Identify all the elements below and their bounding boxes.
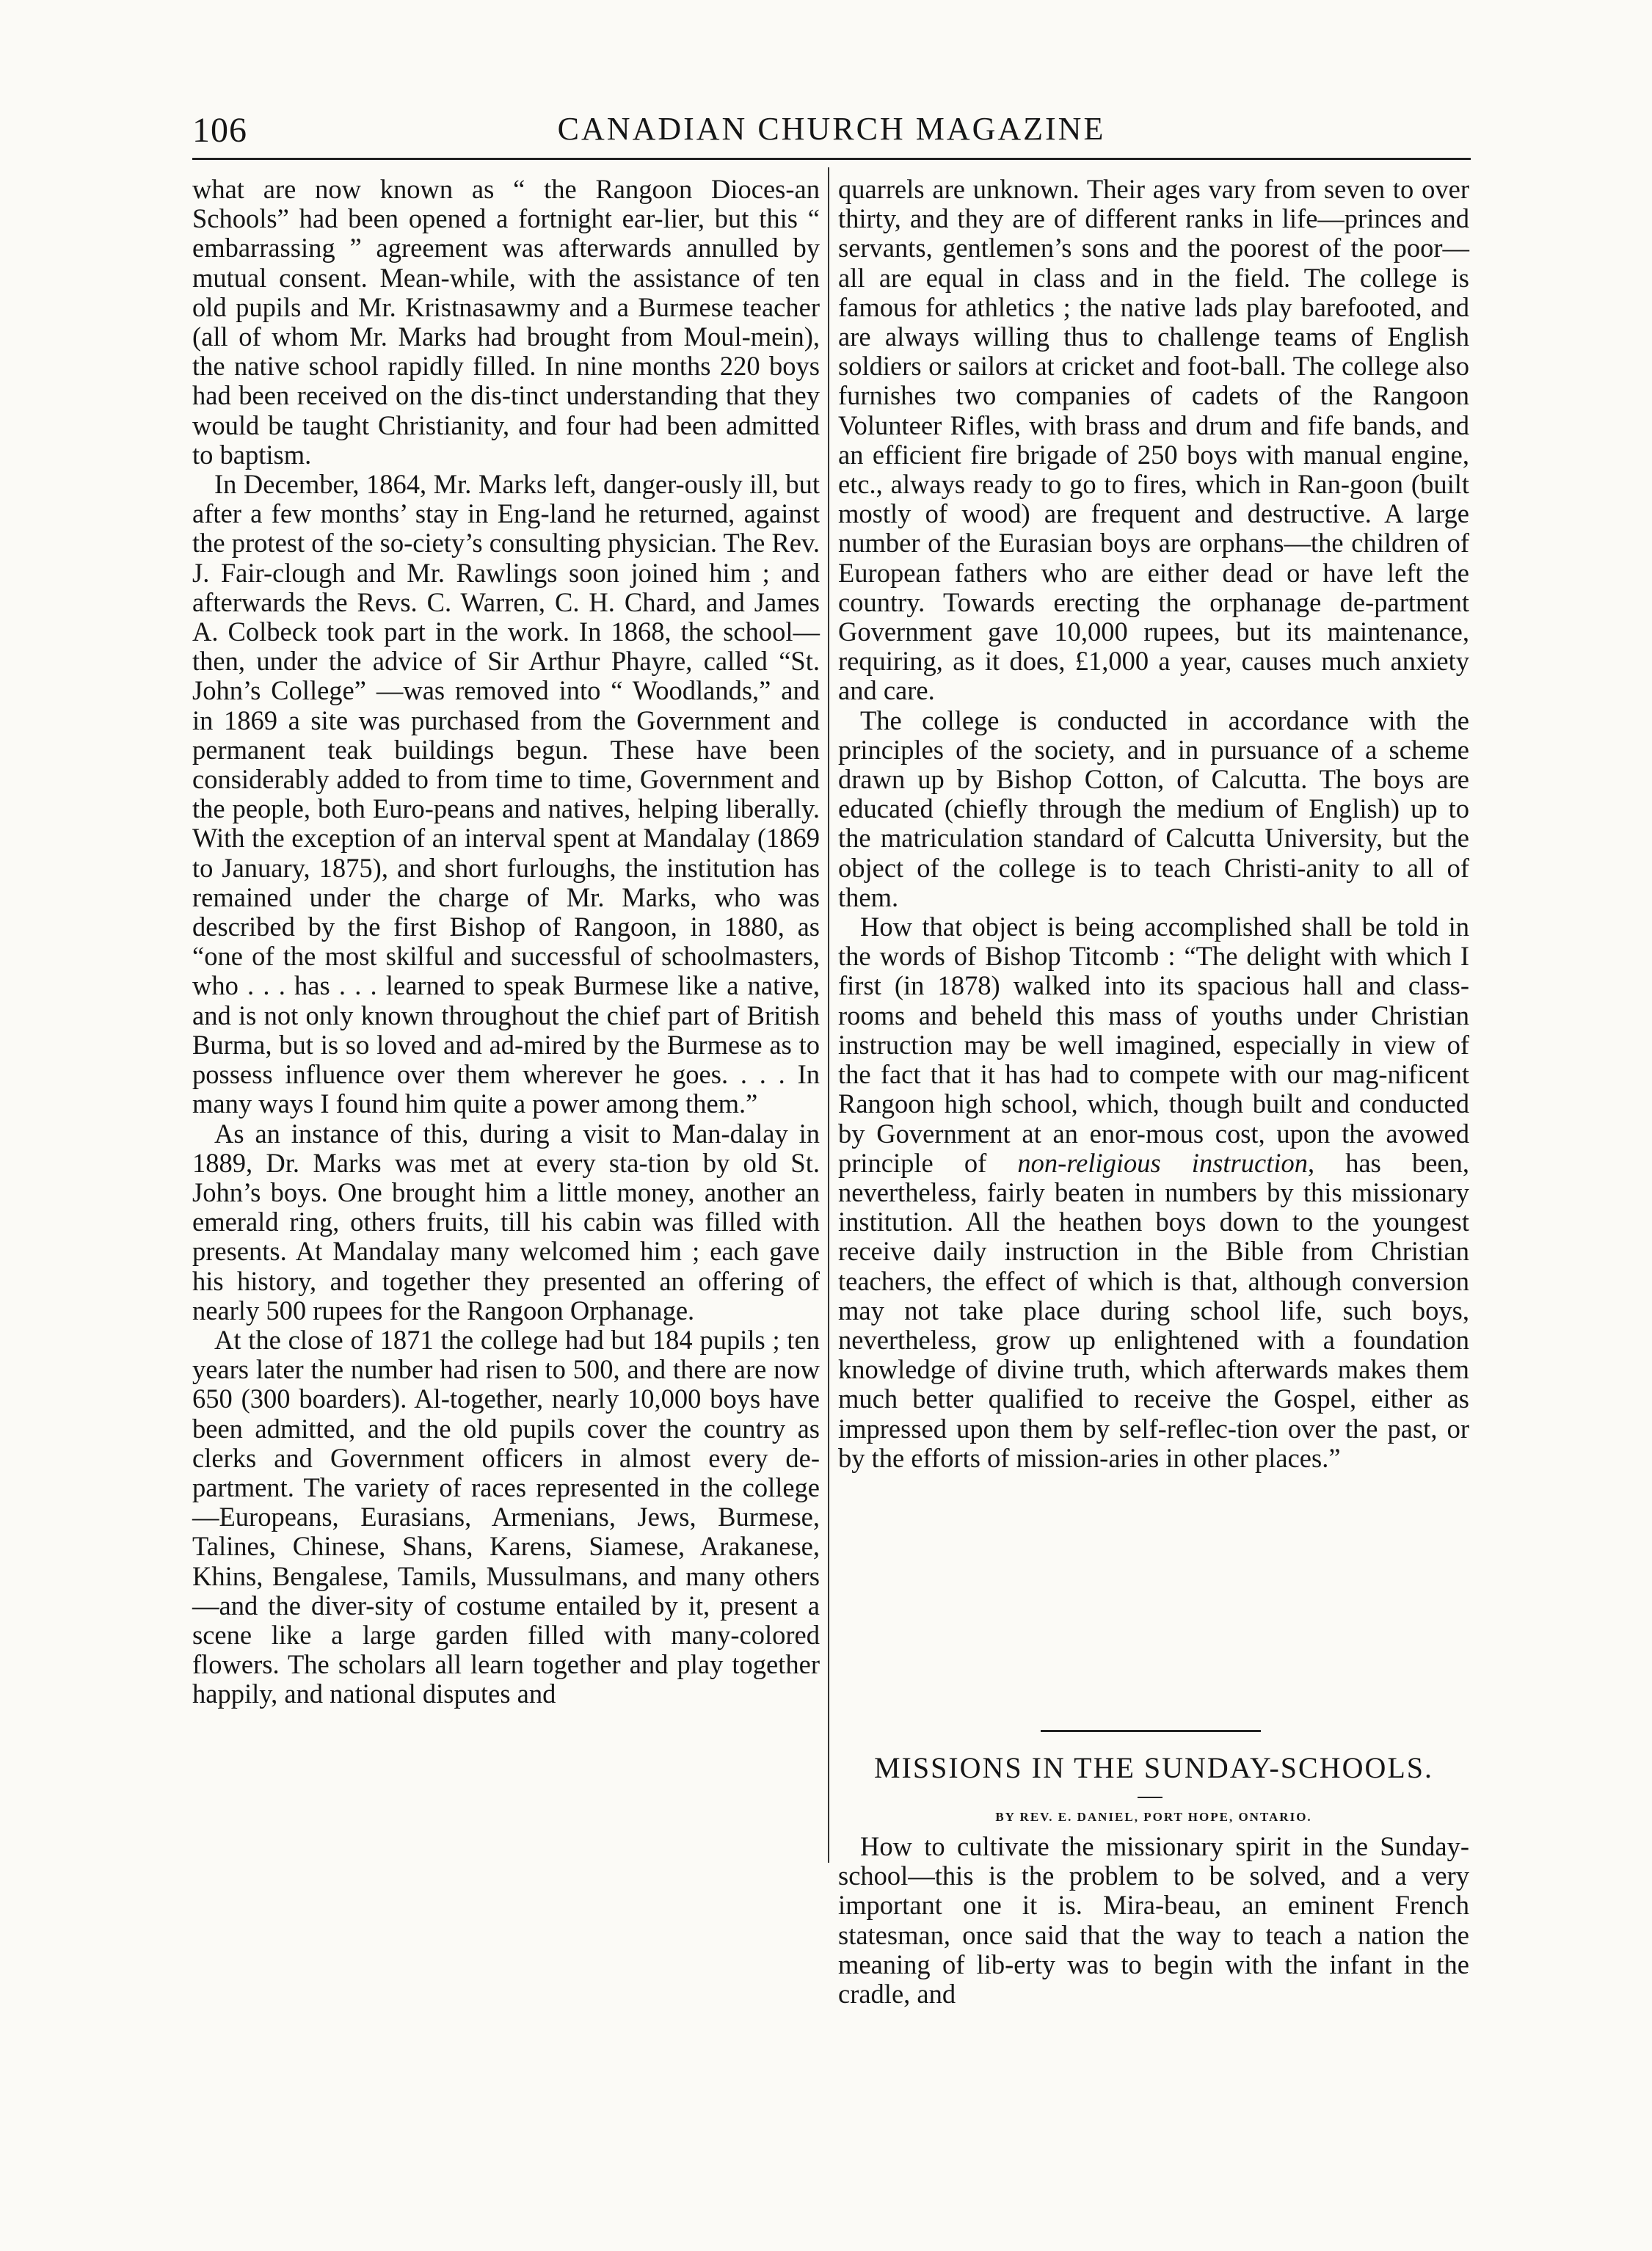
right-paragraph-1: quarrels are unknown. Their ages vary from seven to over thirty, and they are of different ranks in life—princes and servants, gentlemen’s sons and the poorest of the poor—all are equal in class and in the field. The college is famous for athletics ; the native lads play barefooted, and are always willing thus to challenge teams of English soldiers or sailors at cricket and foot-ball. The college also furnishes two companies of cadets of the Rangoon Volunteer Rifles, with brass and drum and fife bands, and an efficient fire brigade of 250 boys with manual engine, etc., always ready to go to fires, which in Ran-goon (built mostly of wood) are frequent and destructive. A large number of the Eurasian boys are orphans—the children of European fathers who are either dead or have left the country. Towards erecting the orphanage de-partment Government gave 10,000 rupees, but its maintenance, requiring, as it does, £1,000 a year, causes much anxiety and care.	[838, 174, 1469, 706]
left-paragraph-1: what are now known as “ the Rangoon Dioces-an Schools” had been opened a fortnight ear-lier, but this “ embarrassing ” agreement was afterwards annulled by mutual consent. Mean-while, with the assistance of ten old pupils and Mr. Kristnasawmy and a Burmese teacher (all of whom Mr. Marks had brought from Moul-mein), the native school rapidly filled. In nine months 220 boys had been received on the dis-tinct understanding that they would be taught Christianity, and four had been admitted to baptism.	[192, 174, 820, 470]
right-column	[838, 175, 1469, 1473]
right-paragraph-3-end: , has been, nevertheless, fairly beaten in numbers by this missionary institution. All the heathen boys down to the youngest receive daily instruction in the Bible from Christian teachers, the effect of which is that, although conversion may not take place during school life, such boys, nevertheless, grow up enlightened with a foundation knowledge of divine truth, which afterwards makes them much better qualified to receive the Gospel, either as impressed upon them by self-reflec-tion over the past, or by the efforts of mission-aries in other places.”	[838, 1147, 1470, 1473]
section-divider	[1041, 1730, 1261, 1732]
header-rule	[192, 158, 1471, 160]
section-paragraph-1: How to cultivate the missionary spirit in the Sunday-school—this is the problem to be solved, and a very important one it is. Mira-beau, an eminent French statesman, once said that the way to teach a nation the meaning of lib-erty was to begin with the infant in the cradle, and	[838, 1831, 1469, 2010]
left-paragraph-4: At the close of 1871 the college had but 184 pupils ; ten years later the number had risen to 500, and there are now 650 (300 boarders). Al-together, nearly 10,000 boys have been admitted, and the old pupils cover the country as clerks and Government officers in almost every de-partment. The variety of races represented in the college—Europeans, Eurasians, Armenians, Jews, Burmese, Talines, Chinese, Shans, Karens, Siamese, Arakanese, Khins, Bengalese, Tamils, Mussulmans, and many others—and the diver-sity of costume entailed by it, present a scene like a large garden filled with many-colored flowers. The scholars all learn together and play together happily, and national disputes and	[192, 1324, 820, 1709]
left-paragraph-2: In December, 1864, Mr. Marks left, danger-ously ill, but after a few months’ stay in Eng-land he returned, against the protest of the so-ciety’s consulting physician. The Rev. J. Fair-clough and Mr. Rawlings soon joined him ; and afterwards the Revs. C. Warren, C. H. Chard, and James A. Colbeck took part in the work. In 1868, the school—then, under the advice of Sir Arthur Phayre, called “St. John’s College” —was removed into “ Woodlands,” and in 1869 a site was purchased from the Government and permanent teak buildings begun. These have been considerably added to from time to time, Government and the people, both Euro-peans and natives, helping liberally. With the exception of an interval spent at Mandalay (1869 to January, 1875), and short furloughs, the institution has remained under the charge of Mr. Marks, who was described by the first Bishop of Rangoon, in 1880, as “one of the most skilful and successful of schoolmasters, who . . . has . . . learned to speak Burmese like a native, and is not only known throughout the chief part of British Burma, but is so loved and ad-mired by the Burmese as to possess influence over them wherever he goes. . . . In many ways I found him quite a power among them.”	[192, 469, 820, 1119]
left-paragraph-3: As an instance of this, during a visit to Man-dalay in 1889, Dr. Marks was met at every sta-tion by old St. John’s boys. One brought him a little money, another an emerald ring, others fruits, till his cabin was filled with presents. At Mandalay many welcomed him ; each gave his history, and together they presented an offering of nearly 500 rupees for the Rangoon Orphanage.	[192, 1118, 820, 1325]
right-paragraph-3-start: How that object is being accomplished shall be told in the words of Bishop Titcomb : “The delight with which I first (in 1878) walked into its spacious hall and class-rooms and beheld this mass of youths under Christian instruction may be well imagined, especially in view of the fact that it has had to compete with our mag-nificent Rangoon high school, which, though built and conducted by Government at an enor-mous cost, upon the avowed principle of	[838, 912, 1469, 1178]
section-body	[838, 1832, 1469, 2009]
byline: BY REV. E. DANIEL, PORT HOPE, ONTARIO.	[995, 1810, 1312, 1824]
title-rule	[1138, 1797, 1162, 1798]
page-number: 106	[192, 111, 247, 150]
right-paragraph-3	[838, 912, 1469, 1473]
running-title: CANADIAN CHURCH MAGAZINE	[557, 111, 1106, 147]
right-paragraph-2: The college is conducted in accordance with the principles of the society, and in pursuance of a scheme drawn up by Bishop Cotton, of Calcutta. The boys are educated (chiefly through the medium of English) up to the matriculation standard of Calcutta University, but the object of the college is to teach Christi-anity to all of them.	[838, 705, 1469, 912]
page-header	[192, 110, 1471, 154]
column-divider	[828, 167, 829, 1863]
section-title: MISSIONS IN THE SUNDAY-SCHOOLS.	[873, 1751, 1434, 1784]
left-column	[192, 175, 820, 1709]
right-paragraph-3-italic: non-religious instruction	[1017, 1147, 1308, 1178]
